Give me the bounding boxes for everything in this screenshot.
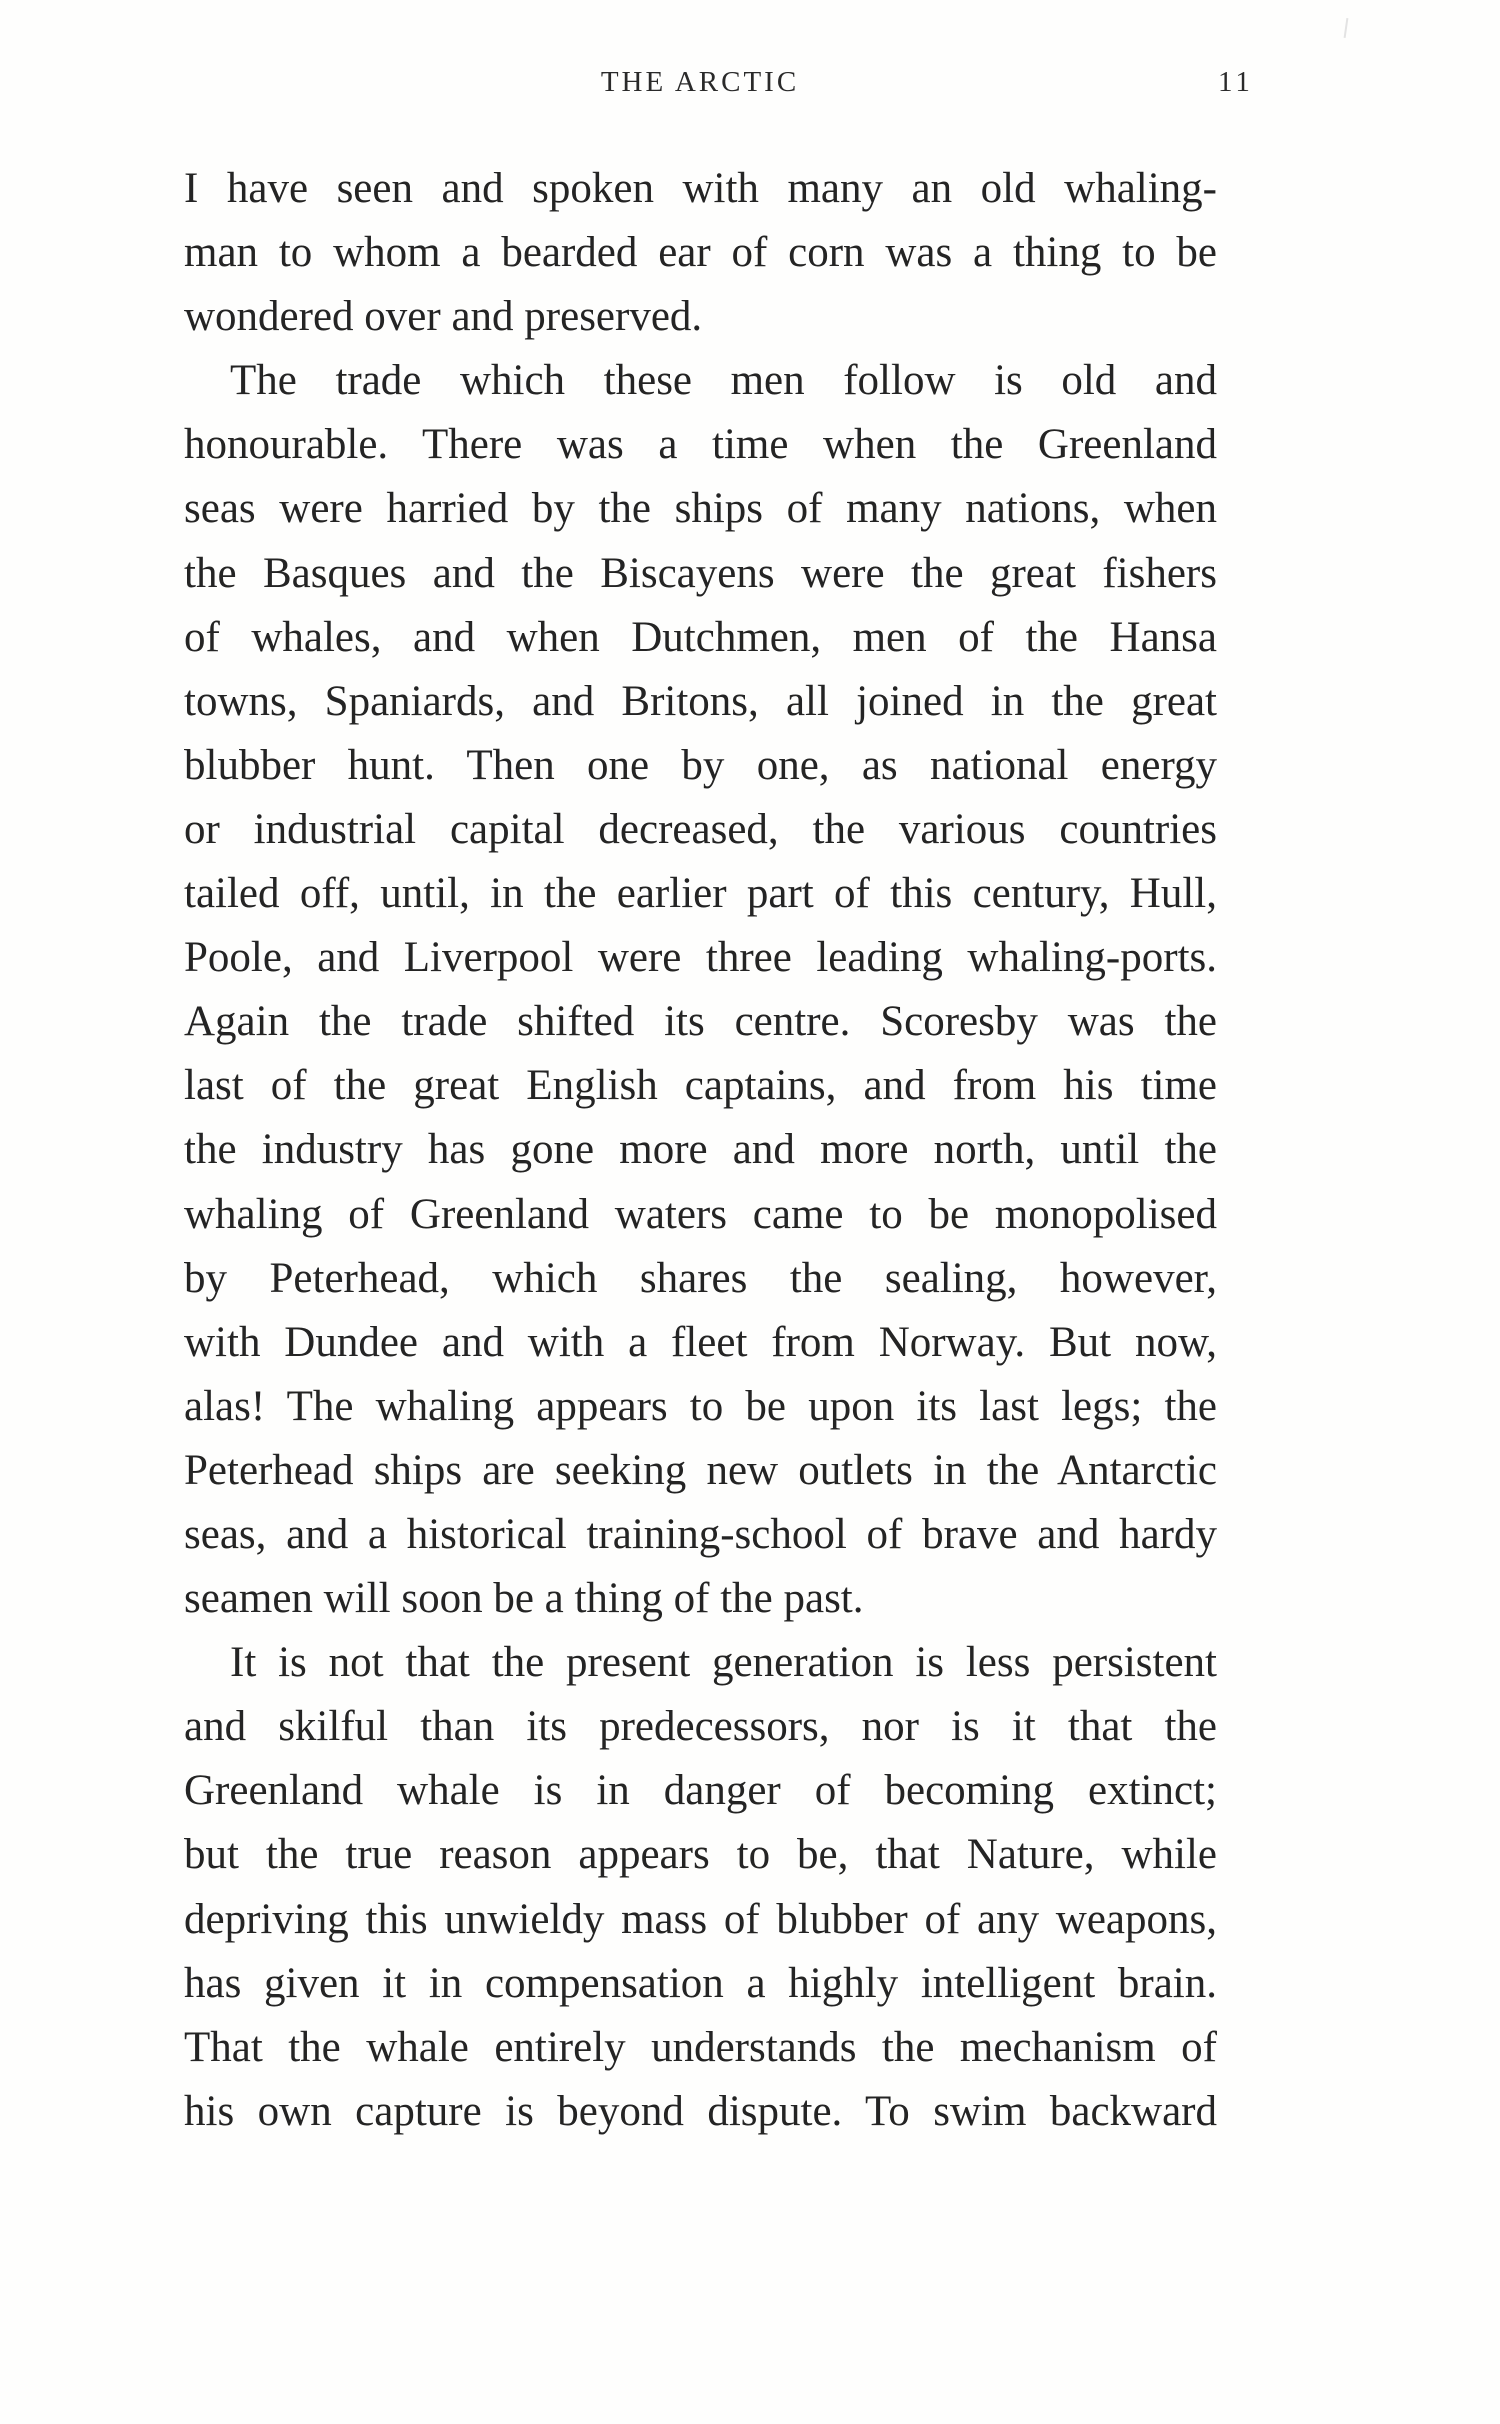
text-line: whaling of Greenland waters came to be monopolised	[184, 1190, 1217, 1238]
text-line: Greenland whale is in danger of becoming extinct;	[184, 1767, 1217, 1815]
text-line: Again the trade shifted its centre. Scoresby was the	[184, 998, 1217, 1046]
text-line: last of the great English captains, and from his time	[184, 1062, 1217, 1110]
text-line: It is not that the present generation is less persistent	[230, 1639, 1217, 1687]
running-title: THE ARCTIC	[600, 66, 800, 98]
text-line: seas were harried by the ships of many nations, when	[184, 485, 1217, 533]
text-line: the Basques and the Biscayens were the great fishers	[184, 549, 1217, 597]
text-line: has given it in compensation a highly intelligent brain.	[184, 1959, 1217, 2007]
text-line: alas! The whaling appears to be upon its last legs; the	[184, 1382, 1217, 1430]
text-line: seamen will soon be a thing of the past.	[184, 1575, 864, 1623]
text-line: The trade which these men follow is old and	[230, 357, 1217, 405]
text-line: seas, and a historical training-school of brave and hardy	[184, 1510, 1217, 1558]
text-line: man to whom a bearded ear of corn was a thing to be	[184, 229, 1217, 277]
text-line: tailed off, until, in the earlier part of this century, Hull,	[184, 870, 1217, 918]
text-line: with Dundee and with a fleet from Norway. But now,	[184, 1318, 1217, 1366]
text-line: honourable. There was a time when the Greenland	[184, 421, 1217, 469]
text-line: I have seen and spoken with many an old whaling-	[184, 165, 1217, 212]
text-line: but the true reason appears to be, that Nature, while	[184, 1831, 1217, 1879]
text-line: Peterhead ships are seeking new outlets in the Antarctic	[184, 1446, 1217, 1494]
text-line: or industrial capital decreased, the various countries	[184, 805, 1217, 853]
text-line: wondered over and preserved.	[184, 293, 703, 341]
paragraph	[184, 349, 1217, 1631]
text-line: the industry has gone more and more north, until the	[184, 1126, 1217, 1174]
paragraph	[184, 157, 1217, 349]
text-line: blubber hunt. Then one by one, as national energy	[184, 741, 1217, 789]
page-number: 11	[1218, 66, 1254, 98]
text-line: depriving this unwieldy mass of blubber of any weapons,	[184, 1895, 1217, 1943]
text-line: his own capture is beyond dispute. To swim backward	[184, 2087, 1217, 2135]
text-line: That the whale entirely understands the mechanism of	[184, 2023, 1217, 2071]
text-line: and skilful than its predecessors, nor is it that the	[184, 1703, 1217, 1751]
body-text	[184, 157, 1217, 2144]
running-head	[0, 66, 1500, 116]
text-line: towns, Spaniards, and Britons, all joined in the great	[184, 677, 1217, 725]
text-line: by Peterhead, which shares the sealing, however,	[184, 1254, 1217, 1302]
scan-mark	[1344, 18, 1349, 38]
text-line: Poole, and Liverpool were three leading whaling-ports.	[184, 934, 1217, 982]
text-line: of whales, and when Dutchmen, men of the Hansa	[184, 613, 1217, 661]
paragraph	[184, 1631, 1217, 2144]
